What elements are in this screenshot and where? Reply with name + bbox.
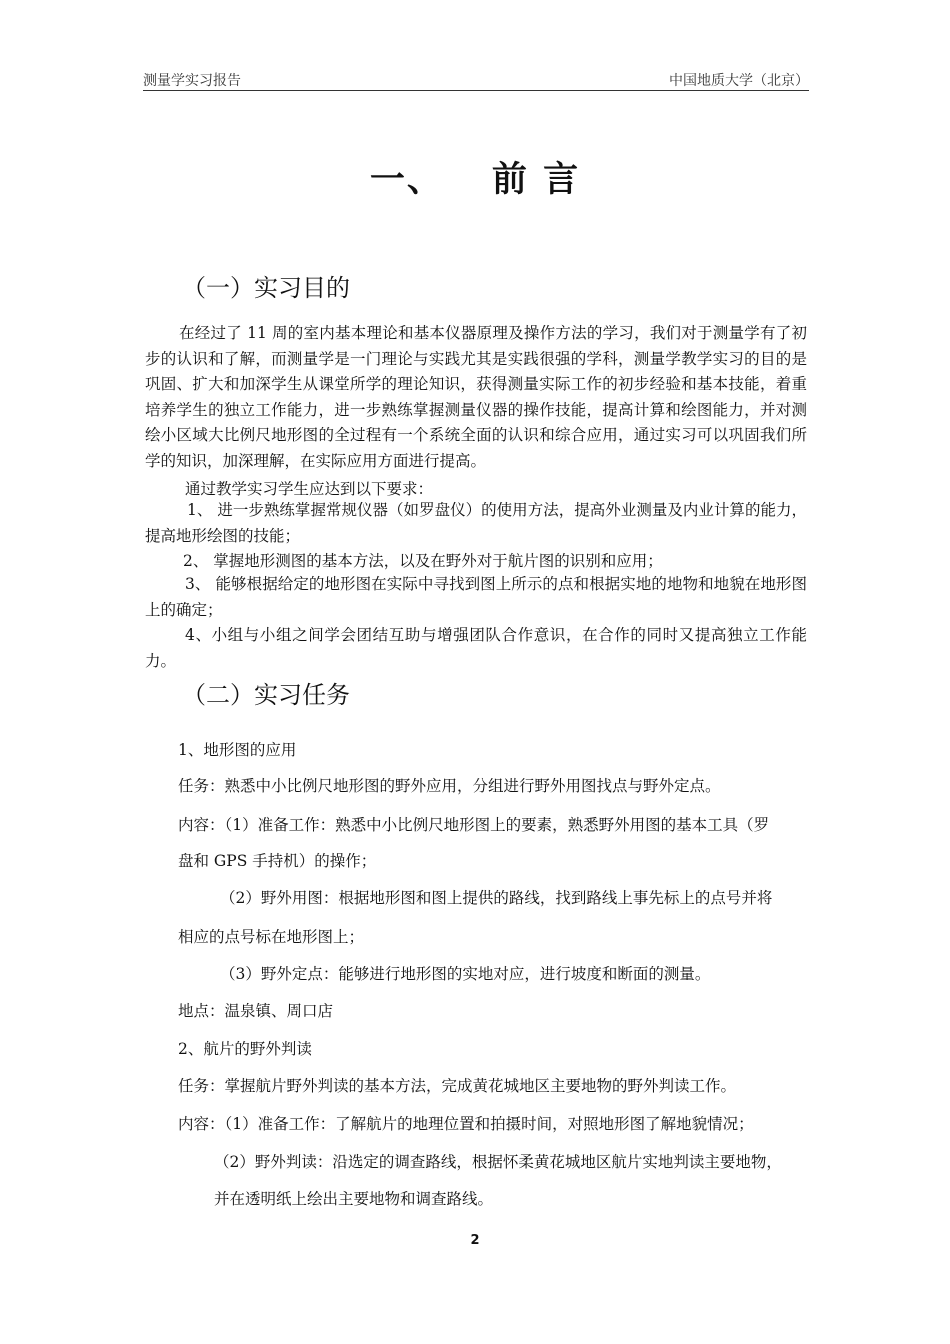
task1-content1-a: 内容：（1）准备工作：熟悉中小比例尺地形图上的要素，熟悉野外用图的基本工具（罗 [178, 816, 770, 834]
requirement-3: 3、 能够根据给定的地形图在实际中寻找到图上所示的点和根据实地的地物和地貌在地形图上的确定； [145, 575, 807, 619]
requirement-2: 2、 掌握地形测图的基本方法，以及在野外对于航片图的识别和应用； [183, 552, 663, 570]
section1-heading: （一）实习目的 [182, 274, 350, 302]
header-right: 中国地质大学（北京） [669, 73, 809, 89]
task2-content2-b: 并在透明纸上绘出主要地物和调查路线。 [214, 1190, 494, 1208]
task2-task: 任务：掌握航片野外判读的基本方法，完成黄花城地区主要地物的野外判读工作。 [178, 1077, 737, 1095]
task1-title: 1、地形图的应用 [178, 741, 297, 759]
page-number: 2 [470, 1233, 480, 1248]
task1-content2-a: （2）野外用图：根据地形图和图上提供的路线，找到路线上事先标上的点号并将 [220, 889, 773, 907]
task1-content1-b: 盘和 GPS 手持机）的操作； [178, 852, 377, 870]
task1-place: 地点：温泉镇、周口店 [178, 1002, 334, 1020]
section1-intro: 在经过了 11 周的室内基本理论和基本仪器原理及操作方法的学习，我们对于测量学有了初步的认识和了解，而测量学是一门理论与实践尤其是实践很强的学科，测量学教学实习的目的是巩固、扩大和加深学生从课堂所学的理论知识，获得测量实际工作的初步经验和基本技能，着重培养学生的独立工作能力，进一步熟练掌握测量仪器的操作技能，提高计算和绘图能力，并对测绘小区域大比例尺地形图的全过程有一个系统全面的认识和综合应用，通过实习可以巩固我们所学的知识，加深理解，在实际应用方面进行提高。 [145, 324, 807, 470]
task2-content1: 内容：（1）准备工作：了解航片的地理位置和拍摄时间，对照地形图了解地貌情况； [178, 1115, 754, 1133]
task1-content2-b: 相应的点号标在地形图上； [178, 928, 365, 946]
chapter-title [0, 152, 950, 202]
task1-task: 任务：熟悉中小比例尺地形图的野外应用，分组进行野外用图找点与野外定点。 [178, 777, 721, 795]
section2-heading: （二）实习任务 [182, 681, 350, 709]
task1-content3: （3）野外定点：能够进行地形图的实地对应，进行坡度和断面的测量。 [220, 965, 711, 983]
requirements-intro: 通过教学实习学生应达到以下要求： [185, 480, 434, 498]
chapter-number: 一、 [369, 160, 444, 200]
requirement-4: 4、小组与小组之间学会团结互助与增强团队合作意识，在合作的同时又提高独立工作能力。 [145, 626, 807, 670]
task2-title: 2、航片的野外判读 [178, 1040, 312, 1058]
chapter-word: 前 言 [491, 160, 581, 200]
task2-content2-a: （2）野外判读：沿选定的调查路线，根据怀柔黄花城地区航片实地判读主要地物， [214, 1153, 782, 1171]
requirement-1: 1、 进一步熟练掌握常规仪器（如罗盘仪）的使用方法，提高外业测量及内业计算的能力，提高地形绘图的技能； [145, 501, 807, 545]
page-header [143, 68, 809, 91]
header-left: 测量学实习报告 [143, 73, 241, 89]
